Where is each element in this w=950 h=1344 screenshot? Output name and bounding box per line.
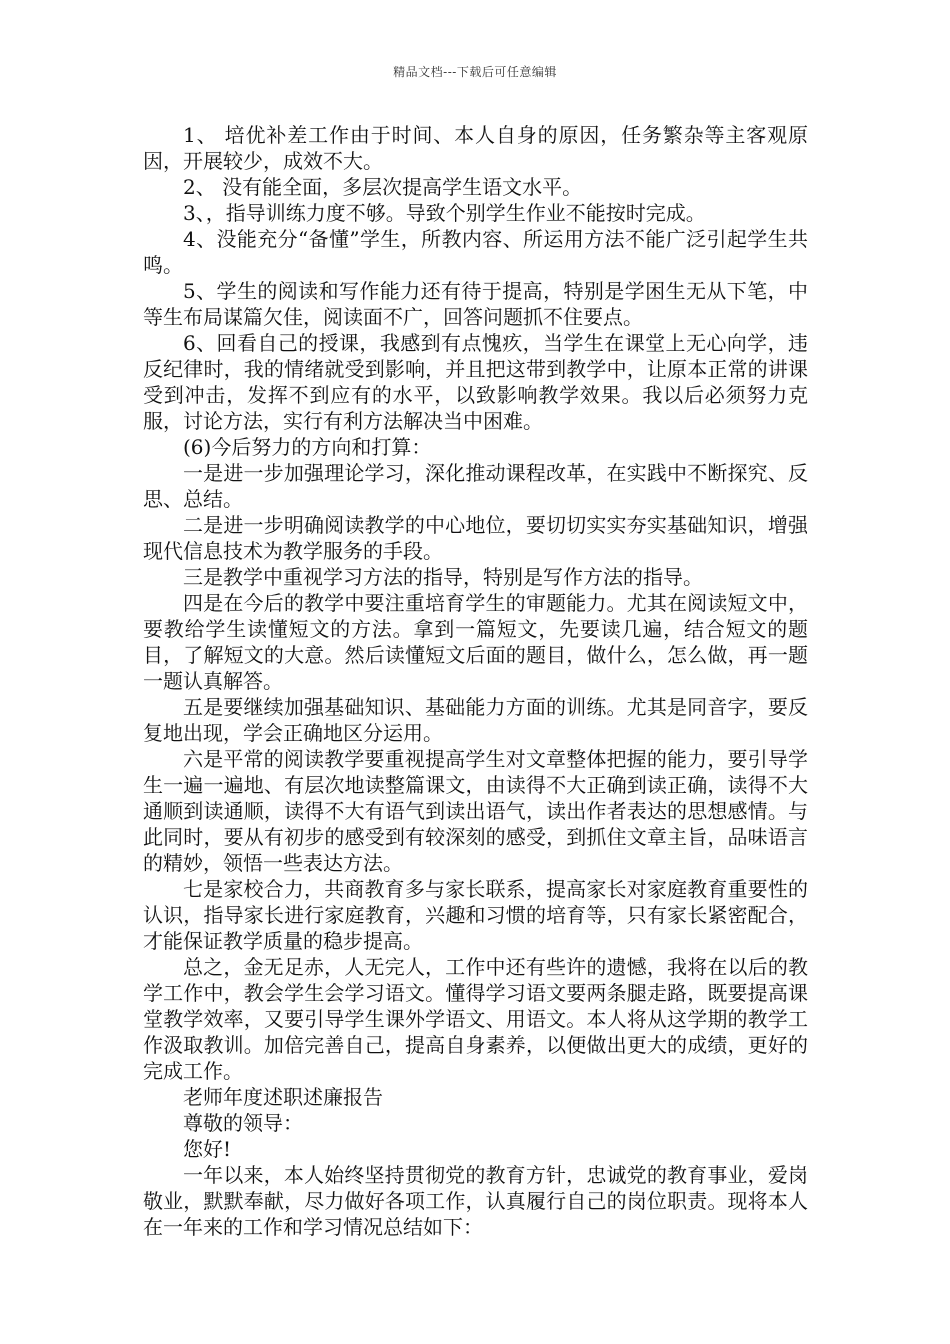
paragraph: 6、回看自己的授课，我感到有点愧疚，当学生在课堂上无心向学，违反纪律时，我的情绪就受到影响，并且把这带到教学中，让原本正常的讲课受到冲击，发挥不到应有的水平，以致影响教学效果。我以后必须努力克服，讨论方法，实行有利方法解决当中困难。 bbox=[143, 331, 808, 433]
paragraph: 四是在今后的教学中要注重培育学生的审题能力。尤其在阅读短文中，要教给学生读懂短文的方法。拿到一篇短文，先要读几遍，结合短文的题目，了解短文的大意。然后读懂短文后面的题目，做什么，怎么做，再一题一题认真解答。 bbox=[143, 591, 808, 693]
paragraph: 3、，指导训练力度不够。导致个别学生作业不能按时完成。 bbox=[183, 201, 706, 225]
greeting: 您好! bbox=[183, 1137, 232, 1161]
paragraph: 1、 培优补差工作由于时间、本人自身的原因，任务繁杂等主客观原因，开展较少，成效不大。 bbox=[143, 123, 808, 173]
page-header: 精品文档---下载后可任意编辑 bbox=[393, 65, 557, 79]
paragraph: 五是要继续加强基础知识、基础能力方面的训练。尤其是同音字，要反复地出现，学会正确地区分运用。 bbox=[143, 695, 808, 745]
paragraph: 一是进一步加强理论学习，深化推动课程改革，在实践中不断探究、反思、总结。 bbox=[143, 461, 808, 511]
paragraph: 六是平常的阅读教学要重视提高学生对文章整体把握的能力，要引导学生一遍一遍地、有层次地读整篇课文，由读得不大正确到读正确，读得不大通顺到读通顺，读得不大有语气到读出语气，读出作者表达的思想感情。与此同时，要从有初步的感受到有较深刻的感受，到抓住文章主旨，品味语言的精妙，领悟一些表达方法。 bbox=[143, 747, 808, 875]
section-heading: (6)今后努力的方向和打算： bbox=[183, 435, 432, 459]
report-title: 老师年度述职述廉报告 bbox=[183, 1085, 383, 1109]
paragraph: 5、学生的阅读和写作能力还有待于提高，特别是学困生无从下笔，中等生布局谋篇欠佳，阅读面不广，回答问题抓不住要点。 bbox=[143, 279, 808, 329]
paragraph: 2、 没有能全面，多层次提高学生语文水平。 bbox=[183, 175, 583, 199]
paragraph: 总之，金无足赤，人无完人，工作中还有些许的遗憾，我将在以后的教学工作中，教会学生会学习语文。懂得学习语文要两条腿走路，既要提高课堂教学效率，又要引导学生课外学语文、用语文。本人将从这学期的教学工作汲取教训。加倍完善自己，提高自身素养，以便做出更大的成绩，更好的完成工作。 bbox=[143, 955, 808, 1083]
salutation: 尊敬的领导： bbox=[183, 1111, 303, 1135]
paragraph: 二是进一步明确阅读教学的中心地位，要切切实实夯实基础知识，增强现代信息技术为教学服务的手段。 bbox=[143, 513, 808, 563]
paragraph: 一年以来，本人始终坚持贯彻党的教育方针，忠诚党的教育事业，爱岗敬业，默默奉献，尽力做好各项工作，认真履行自己的岗位职责。现将本人在一年来的工作和学习情况总结如下： bbox=[143, 1163, 808, 1239]
document-body bbox=[143, 122, 808, 1240]
paragraph: 七是家校合力，共商教育多与家长联系，提高家长对家庭教育重要性的认识，指导家长进行家庭教育，兴趣和习惯的培育等，只有家长紧密配合，才能保证教学质量的稳步提高。 bbox=[143, 877, 808, 953]
paragraph: 4、没能充分“备懂”学生，所教内容、所运用方法不能广泛引起学生共鸣。 bbox=[143, 227, 808, 277]
paragraph: 三是教学中重视学习方法的指导，特别是写作方法的指导。 bbox=[183, 565, 703, 589]
